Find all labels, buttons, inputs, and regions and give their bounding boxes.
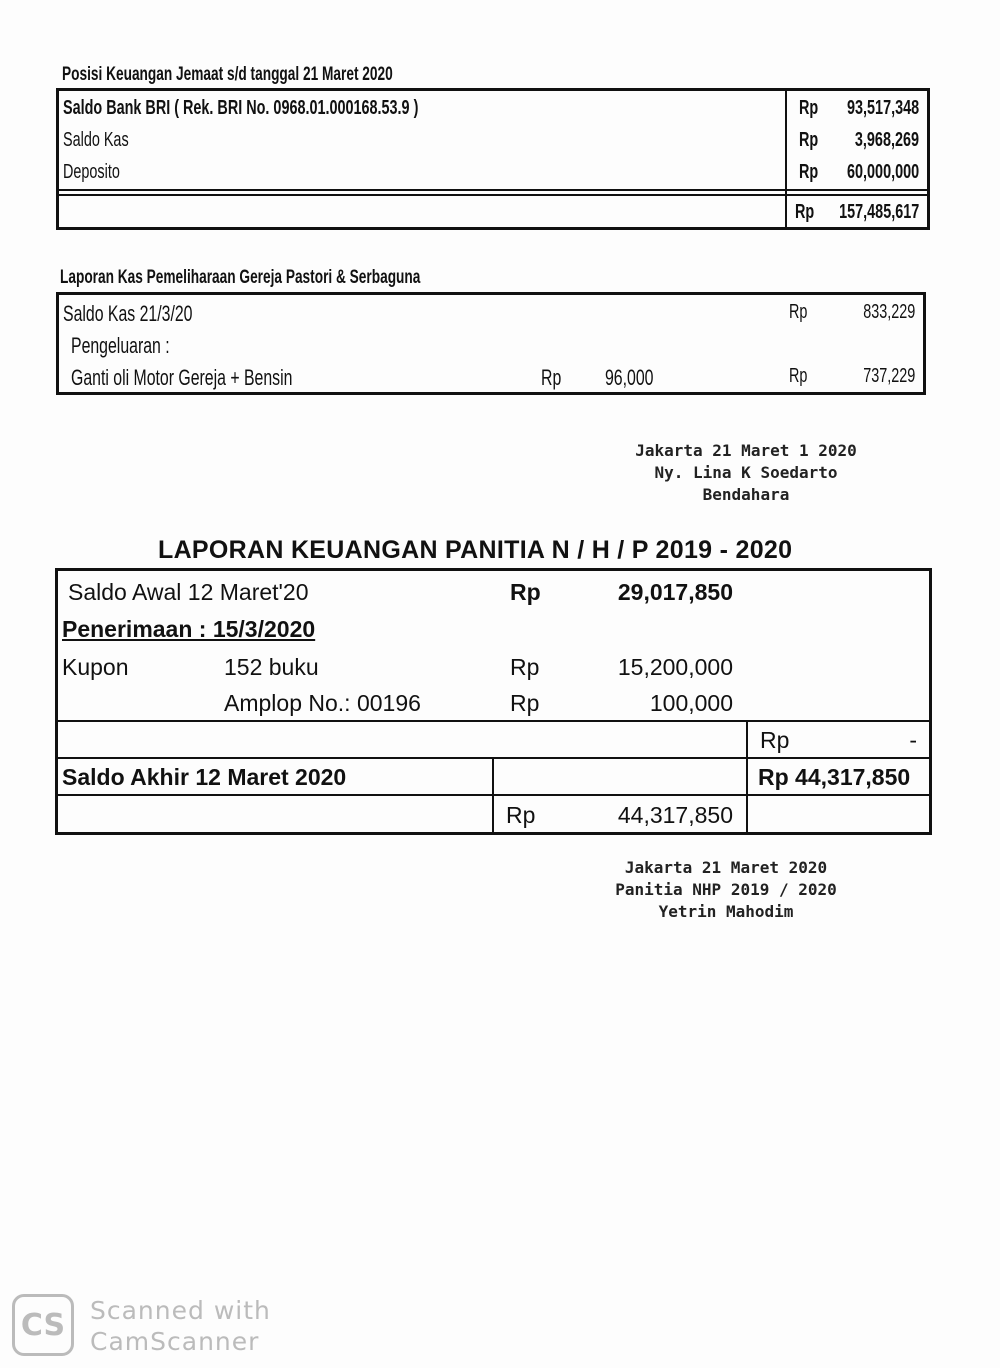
row-label: Saldo Akhir 12 Maret 2020 <box>62 764 347 790</box>
row-currency: Rp <box>510 654 540 680</box>
watermark-text <box>90 1295 271 1357</box>
table-row <box>59 93 927 125</box>
total-row <box>58 764 929 794</box>
signature-name: Yetrin Mahodim <box>658 902 794 921</box>
table-row <box>59 125 927 157</box>
row-detail: 152 buku <box>224 654 319 680</box>
row-amount: 15,200,000 <box>617 654 733 680</box>
signature-role: Bendahara <box>702 485 790 504</box>
row-currency: Rp <box>789 301 808 323</box>
section3-title: LAPORAN KEUANGAN PANITIA N / H / P 2019 - 2020 <box>158 536 793 564</box>
row-label: Kupon <box>62 654 129 680</box>
row-label: Saldo Kas 21/3/20 <box>63 301 193 326</box>
row-currency: Rp <box>799 97 819 119</box>
row-label: Saldo Awal 12 Maret'20 <box>68 579 309 605</box>
table-row <box>58 579 929 609</box>
row-label: Deposito <box>63 161 120 183</box>
signature-role: Panitia NHP 2019 / 2020 <box>615 880 837 899</box>
table-row <box>59 157 927 189</box>
table-row <box>58 802 929 832</box>
section1-title: Posisi Keuangan Jemaat s/d tanggal 21 Maret 2020 <box>62 64 393 85</box>
row-amount: - <box>909 727 917 753</box>
row-currency: Rp <box>789 365 808 387</box>
row-currency: Rp <box>510 579 541 605</box>
table-row <box>58 616 929 646</box>
row-amount: 833,229 <box>862 301 915 323</box>
row-label: Saldo Kas <box>63 129 129 151</box>
row-amount: 3,968,269 <box>854 129 919 151</box>
table-row <box>58 690 929 720</box>
row-currency: Rp <box>799 161 819 183</box>
row-amount: 29,017,850 <box>617 579 733 605</box>
row-amount: 44,317,850 <box>617 802 733 828</box>
signature-date: Jakarta 21 Maret 1 2020 <box>635 441 857 460</box>
row-currency: Rp <box>506 802 536 828</box>
row-label: Pengeluaran : <box>71 333 170 358</box>
section2-title: Laporan Kas Pemeliharaan Gereja Pastori & Serbaguna <box>60 267 421 288</box>
total-currency: Rp <box>795 201 815 223</box>
row-currency: Rp <box>541 365 562 390</box>
row-amount: 60,000,000 <box>846 161 919 183</box>
table-divider <box>58 720 929 722</box>
table-row <box>59 329 923 361</box>
row-currency: Rp <box>799 129 819 151</box>
signature-name: Ny. Lina K Soedarto <box>654 463 838 482</box>
table-divider <box>59 189 927 191</box>
row-label: Penerimaan : 15/3/2020 <box>62 616 316 642</box>
committee-signature-block <box>590 857 862 923</box>
row-label: Ganti oli Motor Gereja + Bensin <box>71 365 293 390</box>
treasurer-signature-block <box>610 440 882 506</box>
committee-financial-report-table <box>55 568 932 835</box>
signature-date: Jakarta 21 Maret 2020 <box>624 858 828 877</box>
watermark-line: CamScanner <box>90 1327 260 1356</box>
row-label: Saldo Bank BRI ( Rek. BRI No. 0968.01.000168.53.9 ) <box>63 97 419 119</box>
row-currency: Rp <box>510 690 540 716</box>
table-row <box>59 297 923 329</box>
table-row <box>58 727 929 757</box>
table-divider <box>59 194 927 196</box>
maintenance-cash-table <box>56 292 926 395</box>
row-label: Amplop No.: 00196 <box>224 690 421 716</box>
row-amount: 93,517,348 <box>846 97 919 119</box>
camscanner-logo-icon: CS <box>12 1294 74 1356</box>
church-financial-position-table <box>56 88 930 230</box>
row-amount: 737,229 <box>862 365 915 387</box>
total-row <box>59 197 927 229</box>
total-amount: 157,485,617 <box>838 201 919 223</box>
table-row <box>59 361 923 393</box>
watermark-line: Scanned with <box>90 1296 271 1325</box>
row-amount: 96,000 <box>605 365 654 390</box>
row-amount: 100,000 <box>649 690 733 716</box>
row-amount: Rp 44,317,850 <box>758 764 911 790</box>
row-currency: Rp <box>760 727 790 753</box>
table-row <box>58 654 929 684</box>
